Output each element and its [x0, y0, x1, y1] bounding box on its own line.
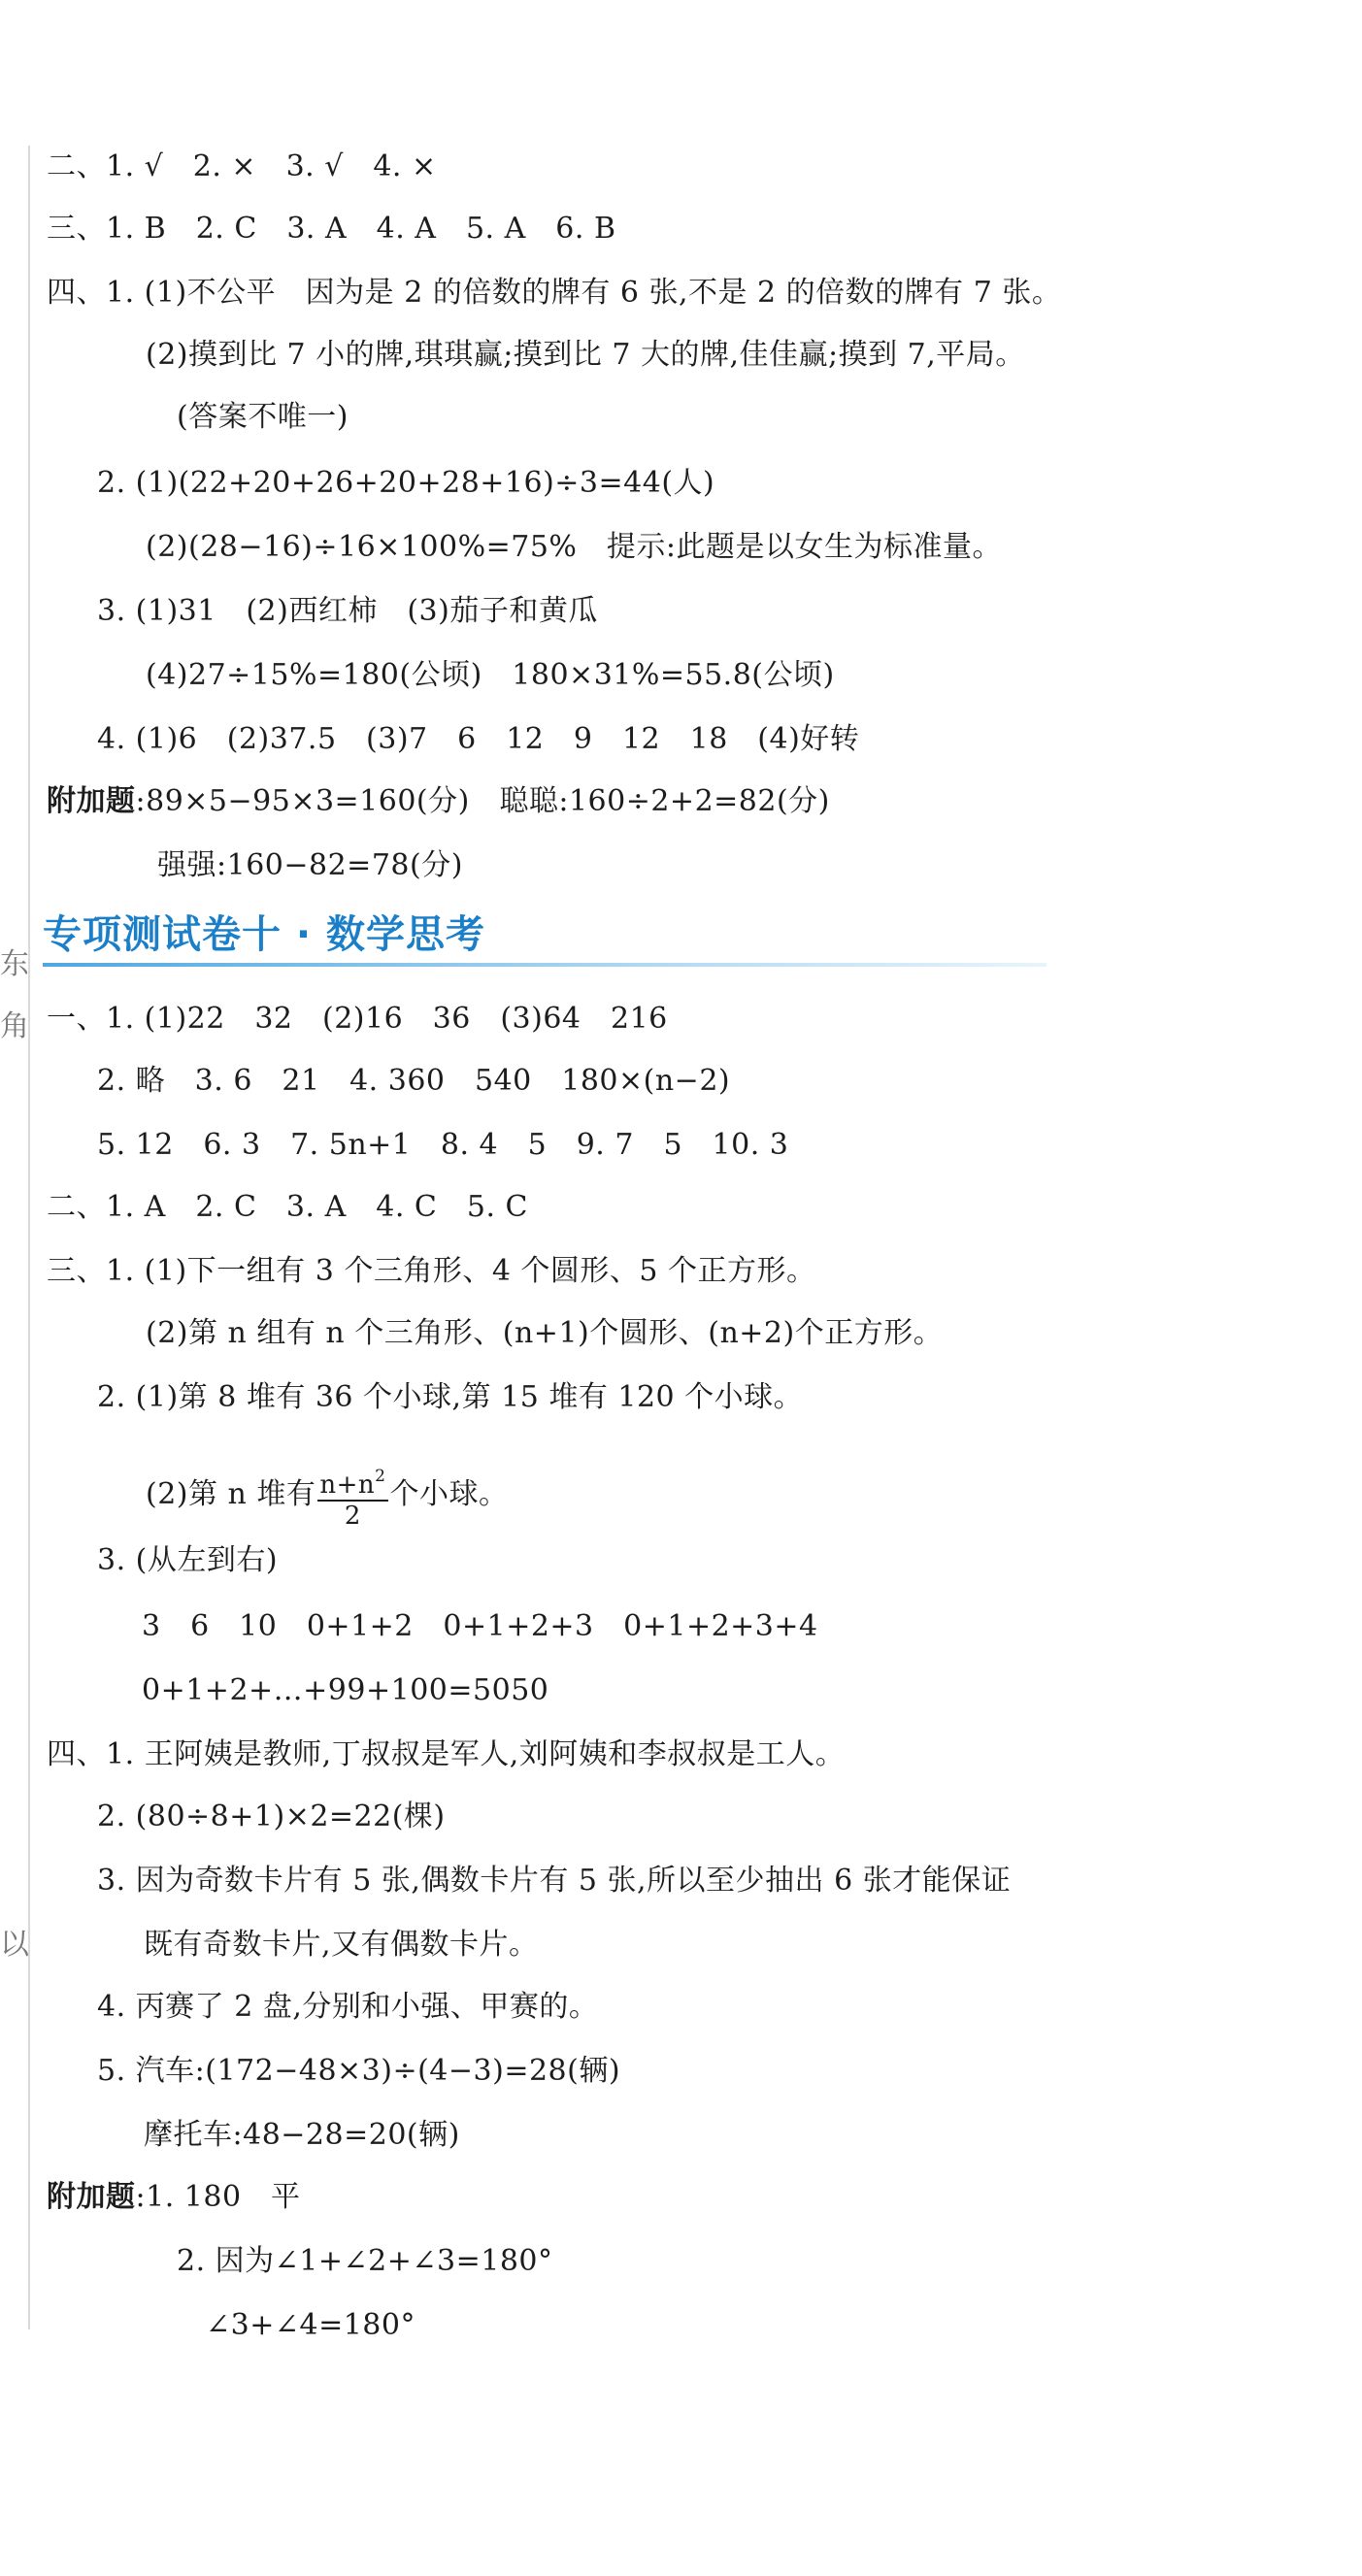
answer-line: 一、1. (1)22 32 (2)16 36 (3)64 216 [47, 1002, 668, 1036]
answer-line: 2. (1)(22+20+26+20+28+16)÷3=44(人) [97, 466, 715, 500]
fraction-numerator [317, 1462, 387, 1502]
margin-fragment: 角 [0, 1009, 29, 1043]
bonus-text: :89×5−95×3=160(分) 聪聪:160÷2+2=82(分) [135, 784, 830, 818]
answer-line: 三、1. (1)下一组有 3 个三角形、4 个圆形、5 个正方形。 [47, 1254, 816, 1288]
fraction [317, 1462, 387, 1531]
fraction-suffix: 个小球。 [389, 1477, 509, 1511]
answer-line: (答案不唯一) [177, 400, 349, 434]
answer-line: (4)27÷15%=180(公顷) 180×31%=55.8(公顷) [146, 658, 835, 692]
section-title-underline [43, 963, 1046, 967]
left-margin-rule [28, 146, 30, 2329]
answer-line: (2)(28−16)÷16×100%=75% 提示:此题是以女生为标准量。 [146, 530, 1003, 564]
bonus-label: 附加题 [47, 2180, 136, 2214]
answer-line: 3. (1)31 (2)西红柿 (3)茄子和黄瓜 [97, 594, 598, 628]
answer-line: 3 6 10 0+1+2 0+1+2+3 0+1+2+3+4 [142, 1609, 818, 1643]
bonus-text: :1. 180 平 [135, 2180, 301, 2214]
answer-line: 四、1. 王阿姨是教师,丁叔叔是军人,刘阿姨和李叔叔是工人。 [47, 1737, 846, 1771]
answer-line: 5. 汽车:(172−48×3)÷(4−3)=28(辆) [97, 2054, 621, 2088]
answer-line: 既有奇数卡片,又有偶数卡片。 [144, 1928, 539, 1962]
answer-line: 强强:160−82=78(分) [157, 848, 463, 882]
answer-line: 二、1. A 2. C 3. A 4. C 5. C [47, 1190, 528, 1224]
answer-line: 2. (80÷8+1)×2=22(棵) [97, 1800, 446, 1833]
answer-line [47, 782, 830, 821]
answer-line: 4. (1)6 (2)37.5 (3)7 6 12 9 12 18 (4)好转 [97, 722, 860, 756]
answer-line-fraction [146, 1456, 509, 1534]
answer-line: 2. (1)第 8 堆有 36 个小球,第 15 堆有 120 个小球。 [97, 1380, 804, 1414]
margin-fragment: 以 [0, 1928, 29, 1962]
numerator-text: n+n [319, 1470, 376, 1500]
answer-line [47, 2178, 301, 2217]
answer-line: 摩托车:48−28=20(辆) [144, 2118, 460, 2152]
answer-line: 0+1+2+…+99+100=5050 [142, 1673, 549, 1707]
section-title: 专项测试卷十 · 数学思考 [43, 912, 486, 957]
fraction-denominator: 2 [344, 1501, 361, 1531]
margin-fragment: 东 [0, 947, 29, 981]
answer-line: 5. 12 6. 3 7. 5n+1 8. 4 5 9. 7 5 10. 3 [97, 1128, 789, 1162]
answer-line: ∠3+∠4=180° [206, 2308, 415, 2342]
answer-line: 4. 丙赛了 2 盘,分别和小强、甲赛的。 [97, 1990, 599, 2024]
answer-line: 3. (从左到右) [97, 1543, 279, 1577]
numerator-exponent: 2 [375, 1466, 386, 1486]
answer-line: 2. 略 3. 6 21 4. 360 540 180×(n−2) [97, 1064, 731, 1098]
answer-line: 三、1. B 2. C 3. A 4. A 5. A 6. B [47, 212, 616, 246]
answer-line: (2)第 n 组有 n 个三角形、(n+1)个圆形、(n+2)个正方形。 [146, 1316, 944, 1350]
answer-line: 二、1. √ 2. × 3. √ 4. × [47, 149, 437, 183]
answer-line: 2. 因为∠1+∠2+∠3=180° [177, 2244, 553, 2278]
answer-line: 3. 因为奇数卡片有 5 张,偶数卡片有 5 张,所以至少抽出 6 张才能保证 [97, 1864, 1012, 1898]
answer-line: 四、1. (1)不公平 因为是 2 的倍数的牌有 6 张,不是 2 的倍数的牌有 7 张。 [47, 276, 1062, 310]
answer-line: (2)摸到比 7 小的牌,琪琪赢;摸到比 7 大的牌,佳佳赢;摸到 7,平局。 [146, 338, 1025, 372]
bonus-label: 附加题 [47, 784, 136, 818]
fraction-prefix: (2)第 n 堆有 [146, 1477, 316, 1511]
